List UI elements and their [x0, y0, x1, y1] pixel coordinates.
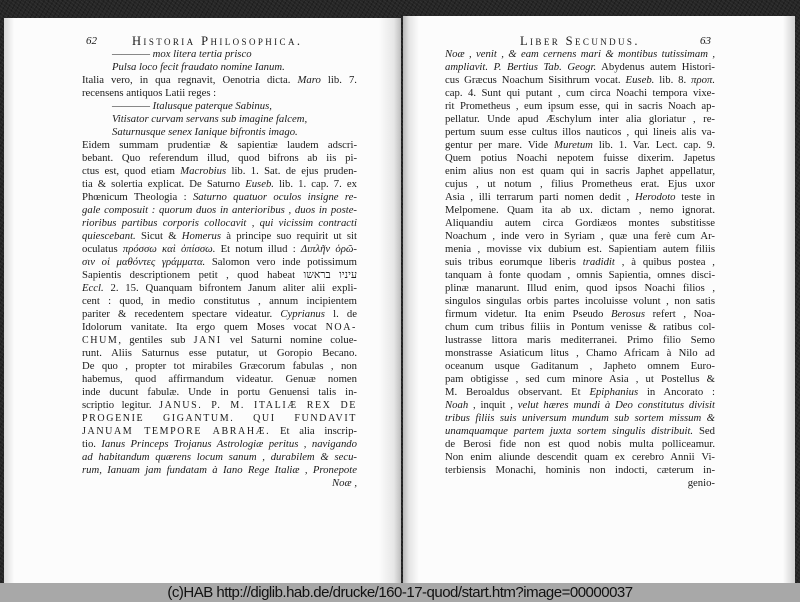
- text-line: [82, 178, 357, 191]
- small-caps-text: JANUAM TEMPORE ABRAHÆ.: [82, 426, 271, 437]
- text-segment: Phœnicum Theologia :: [82, 191, 193, 203]
- text-line: [82, 425, 357, 438]
- small-caps-text: NOA-: [325, 322, 357, 333]
- italic-text: Saturnusque senex Ianique bifrontis imago.: [112, 126, 298, 138]
- text-segment: tia & solertia explicat. De Saturno: [82, 178, 246, 190]
- small-caps-text: PROGENIE GIGANTUM. QUI FUNDAVIT: [82, 413, 357, 424]
- italic-text: Epiphanius: [589, 386, 639, 398]
- text-segment: recensens antiquos Latii reges :: [82, 87, 217, 99]
- text-line: [82, 152, 357, 165]
- italic-text: rum, Ianuam jam fundatam à Iano Rege Italiæ , Pronepote: [82, 464, 357, 476]
- text-segment: Eidem summam prudentiæ & sapientiæ laudem adscri-: [82, 139, 357, 151]
- text-segment: de Berosi fide non est quod nobis multa polliceamur.: [445, 438, 715, 450]
- text-line: [82, 360, 357, 373]
- text-segment: עיניו בראשו: [303, 269, 357, 281]
- italic-text: velut hæres mundi à Deo constitutus divisit: [517, 399, 715, 411]
- text-line: [82, 191, 357, 204]
- text-line: [445, 386, 715, 399]
- right-body: [445, 48, 715, 490]
- text-line: [82, 347, 357, 360]
- text-line: [445, 139, 715, 152]
- text-segment: De quo , propter tot mirabiles Græcorum fabulas , non: [82, 360, 357, 372]
- italic-text: Muretum: [554, 139, 593, 151]
- text-segment: Sapientis descriptionem petit , quod habeat: [82, 269, 304, 281]
- text-line: [445, 74, 715, 87]
- text-line: [445, 282, 715, 295]
- italic-text: Noæ ,: [332, 477, 357, 489]
- text-segment: pertum suum esse cultus illos nauticos , qui lineis alis va-: [445, 126, 715, 138]
- text-line: [445, 126, 715, 139]
- italic-text: rioribus partibus corporis collocavit , qui vicissim contracti: [82, 217, 357, 229]
- text-segment: terbiensis Monachi, hominis non indocti, cæterum in-: [445, 464, 715, 476]
- text-line: [82, 399, 357, 412]
- text-line: [82, 256, 357, 269]
- text-segment: M. Beroaldus observant. Et: [445, 386, 590, 398]
- text-segment: gentur per mare. Vide: [445, 139, 555, 151]
- text-segment: Idolorum vanitate. Ita ergo quem Moses vocat: [82, 321, 326, 333]
- text-segment: firmum videtur. Ita enim Pseudo: [445, 308, 611, 320]
- text-segment: Melpomene. Quam ita ab ux. dictam , nemo ignorat.: [445, 204, 715, 216]
- text-line: [445, 269, 715, 282]
- text-line: [445, 178, 715, 191]
- text-segment: scriptio legitur.: [82, 399, 160, 411]
- text-segment: singulos singulas orbis partes incoluisse volunt , non satis: [445, 295, 715, 307]
- text-segment: Quem potius Noachi nepotem fuisse dixerim. Japetus: [445, 152, 715, 164]
- text-line: [445, 217, 715, 230]
- text-line: [445, 425, 715, 438]
- text-line: [82, 243, 357, 256]
- text-segment: lib. 7.: [320, 74, 357, 86]
- text-segment: lustrasse littora maris mediterranei. Primo filio Semo: [445, 334, 715, 346]
- text-segment: , gentiles sub: [118, 334, 194, 346]
- text-line: [445, 191, 715, 204]
- text-segment: lib. 8.: [654, 74, 692, 86]
- text-segment: pam obtigisse , sed cum minore Asia , ut Postellus &: [445, 373, 715, 385]
- text-segment: lib. 1. Var. Lect. cap. 9.: [592, 139, 716, 151]
- text-line: [82, 204, 357, 217]
- text-segment: cujus , ut notum , filius Prometheus erat. Ejus uxor: [445, 178, 715, 190]
- italic-text: Eccl.: [82, 282, 104, 294]
- text-line: [82, 386, 357, 399]
- text-segment: Noachum , inde vero in Syriam , quæ una ferè cum Ar-: [445, 230, 715, 242]
- text-line: [445, 48, 715, 61]
- italic-text: Noah: [445, 399, 469, 411]
- text-segment: suis tribus eorumque liberis: [445, 256, 583, 268]
- text-line: [82, 295, 357, 308]
- italic-text: Cyprianus: [280, 308, 325, 320]
- italic-text: gale composuit : quorum duos in anterioribus , duos in poste-: [82, 204, 357, 216]
- text-segment: pellatur. Unde apud Æschylum inter alia gloriatur , re-: [445, 113, 715, 125]
- text-line: [445, 451, 715, 464]
- left-running-head: [82, 34, 357, 48]
- text-segment: inde ducunt fabulæ. Unde in portu Genuensi talis in-: [82, 386, 357, 398]
- text-segment: in Ancorato :: [638, 386, 715, 398]
- text-line: [445, 464, 715, 477]
- text-line: [82, 412, 357, 425]
- page-number: 63: [700, 35, 711, 47]
- text-line: [445, 100, 715, 113]
- text-segment: cus Græcus Noachum Sisithrum vocat.: [445, 74, 626, 86]
- text-segment: menia , movisse vix dubium est. Sapientiam autem filiis: [445, 243, 715, 255]
- text-line: [445, 438, 715, 451]
- text-segment: Sed: [693, 425, 716, 437]
- text-segment: enim alius non est quam qui in sacris Japhet appellatur,: [445, 165, 715, 177]
- text-segment: oceanum usque Gaditanum , Japheto omnem Euro-: [445, 360, 715, 372]
- text-line: [82, 308, 357, 321]
- footer-credit-url: (c)HAB http://diglib.hab.de/drucke/160-17-quod/start.htm?image=00000037: [167, 584, 633, 601]
- text-line: [82, 282, 357, 295]
- italic-text: Euseb.: [245, 178, 274, 190]
- text-segment: lib. 1. Sat. de ejus pruden-: [226, 165, 357, 177]
- text-line: [82, 438, 357, 451]
- text-segment: , à quibus postea ,: [614, 256, 715, 268]
- text-segment: runt. Aliis Saturnus esse putatur, ut Goropio Becano.: [82, 347, 357, 359]
- right-page-text: [445, 34, 715, 490]
- italic-text: Saturno quatuor oculos insigne re-: [192, 191, 357, 203]
- text-line: [445, 412, 715, 425]
- text-line: [445, 61, 715, 74]
- text-line: [445, 152, 715, 165]
- text-line: [82, 113, 357, 126]
- small-caps-text: JANUS. P. M. ITALIÆ REX DE: [159, 400, 357, 411]
- small-caps-text: JANI: [193, 335, 222, 346]
- text-segment: refert , Noa-: [645, 308, 716, 320]
- italic-text: ampliavit. P. Bertius Tab. Geogr.: [445, 61, 597, 73]
- text-line: [445, 477, 715, 490]
- italic-text: tradidit: [582, 256, 615, 268]
- text-segment: tio.: [82, 438, 102, 450]
- italic-text: Macrobius: [180, 165, 227, 177]
- text-line: [82, 269, 357, 282]
- left-page-text: [82, 34, 357, 490]
- text-segment: 2. 15. Quanquam bifrontem Janum aliter alii expli-: [103, 282, 357, 294]
- text-line: [445, 399, 715, 412]
- italic-text: Maro: [297, 74, 321, 86]
- text-segment: bebant. Quo referendum illud, quod bifrons ab iis pi-: [82, 152, 357, 164]
- text-segment: , inquit ,: [468, 399, 518, 411]
- text-line: [82, 100, 357, 113]
- italic-text: ———— Italusque paterque Sabinus,: [112, 100, 272, 112]
- text-segment: pariter & recedentem spectare videatur.: [82, 308, 281, 320]
- small-caps-text: CHUM: [82, 335, 119, 346]
- italic-text: Ianus Princeps Trojanus Astrologiæ peritus , navigando: [101, 438, 357, 450]
- text-line: [445, 204, 715, 217]
- text-segment: l. de: [324, 308, 357, 320]
- italic-text: quiescebant.: [82, 230, 136, 242]
- italic-text: ad habitandum quærens locum sanum , durabilem & secu-: [82, 451, 357, 463]
- text-line: [82, 126, 357, 139]
- text-segment: Asia , illi terrarum parti nomen dedit ,: [445, 191, 635, 203]
- italic-text: Pulsa loco fecit fraudato nomine Ianum.: [112, 61, 285, 73]
- italic-text: Berosus: [610, 308, 646, 320]
- text-segment: monstrasse Asiaticum litus , Chamo Africam à Nilo ad: [445, 347, 715, 359]
- text-segment: tanquam à fonte quodam , omnis Sapientia, omnes disci-: [445, 269, 715, 281]
- right-running-head: [445, 34, 715, 48]
- text-segment: Salomon vero inde potissimum: [205, 256, 357, 268]
- text-line: [82, 334, 357, 347]
- italic-text: Homerus: [181, 230, 221, 242]
- italic-text: Διπλῆν ὁρῶ-: [300, 243, 357, 255]
- text-segment: Italia vero, in qua regnavit, Oenotria dicta.: [82, 74, 298, 86]
- text-line: [82, 48, 357, 61]
- text-line: [445, 230, 715, 243]
- left-body: [82, 48, 357, 490]
- right-page: [403, 16, 795, 585]
- text-line: [445, 165, 715, 178]
- text-line: [445, 295, 715, 308]
- left-page: [4, 18, 401, 590]
- text-line: [445, 347, 715, 360]
- text-line: [82, 74, 357, 87]
- italic-text: Vitisator curvam servans sub imagine falcem,: [112, 113, 308, 125]
- text-line: [82, 230, 357, 243]
- italic-text: πρόσσω καὶ ὀπίσσω.: [122, 243, 216, 255]
- text-segment: genio-: [687, 477, 715, 489]
- text-line: [445, 373, 715, 386]
- text-line: [82, 477, 357, 490]
- text-line: [82, 464, 357, 477]
- text-segment: cap. 4. Sunt qui putant , cum circa Noachi tempora vixe-: [445, 87, 715, 99]
- text-segment: chum cum tribus filiis in Pontum venisse & ratibus col-: [445, 321, 715, 333]
- text-line: [82, 321, 357, 334]
- text-line: [445, 243, 715, 256]
- page-number: 62: [86, 35, 97, 47]
- text-line: [82, 451, 357, 464]
- italic-text: προπ.: [691, 74, 715, 86]
- italic-text: ———— mox litera tertia prisco: [112, 48, 252, 60]
- text-segment: lib. 1. cap. 7. ex: [273, 178, 357, 190]
- text-line: [445, 308, 715, 321]
- text-line: [82, 165, 357, 178]
- text-segment: Et notum illud :: [215, 243, 301, 255]
- text-segment: à principe suo requirit ut sit: [220, 230, 357, 242]
- italic-text: Noæ , venit , & eam cernens mari & montibus tutissimam ,: [445, 48, 715, 60]
- text-segment: Aliquandiu autem circa Gordiæos montes substitisse: [445, 217, 715, 229]
- text-segment: Abydenus autem Histori-: [596, 61, 715, 73]
- text-line: [445, 334, 715, 347]
- text-segment: habemus, quod affirmandum videatur. Genuæ nomen: [82, 373, 357, 385]
- running-head-title: Historia Philosophica.: [132, 34, 303, 48]
- text-segment: teste in: [675, 191, 715, 203]
- text-segment: Et alia inscrip-: [270, 425, 357, 437]
- text-segment: cent : quod, in medio constitutus , annum incipientem: [82, 295, 357, 307]
- text-line: [82, 61, 357, 74]
- italic-text: Herodoto: [634, 191, 676, 203]
- italic-text: unamquamque partem juxta sortem singulis distribuit.: [445, 425, 694, 437]
- text-segment: plinæ manarunt. Illud enim, quod ipsos Noachi filios ,: [445, 282, 715, 294]
- copyright-footer: [0, 583, 800, 602]
- text-line: [445, 256, 715, 269]
- text-line: [82, 373, 357, 386]
- text-line: [445, 321, 715, 334]
- italic-text: Euseb.: [625, 74, 655, 86]
- text-line: [82, 139, 357, 152]
- text-segment: rit Prometheus , eum ipsum esse, qui in sacris Noach ap-: [445, 100, 715, 112]
- text-segment: Non enim aliunde descendit quam ex cerebro Annii Vi-: [445, 451, 715, 463]
- text-segment: oculatus: [82, 243, 123, 255]
- running-head-title: Liber Secundus.: [520, 34, 640, 48]
- text-segment: ctus est, quod etiam: [82, 165, 181, 177]
- text-line: [445, 360, 715, 373]
- text-line: [445, 113, 715, 126]
- italic-text: σιν οἱ μαθόντες γράμματα.: [82, 256, 206, 268]
- text-line: [82, 217, 357, 230]
- text-segment: vel Saturni nomine colue-: [221, 334, 357, 346]
- text-segment: Sicut &: [135, 230, 182, 242]
- text-line: [445, 87, 715, 100]
- text-line: [82, 87, 357, 100]
- italic-text: tribus filiis suis universum mundum sub sortem missum &: [445, 412, 715, 424]
